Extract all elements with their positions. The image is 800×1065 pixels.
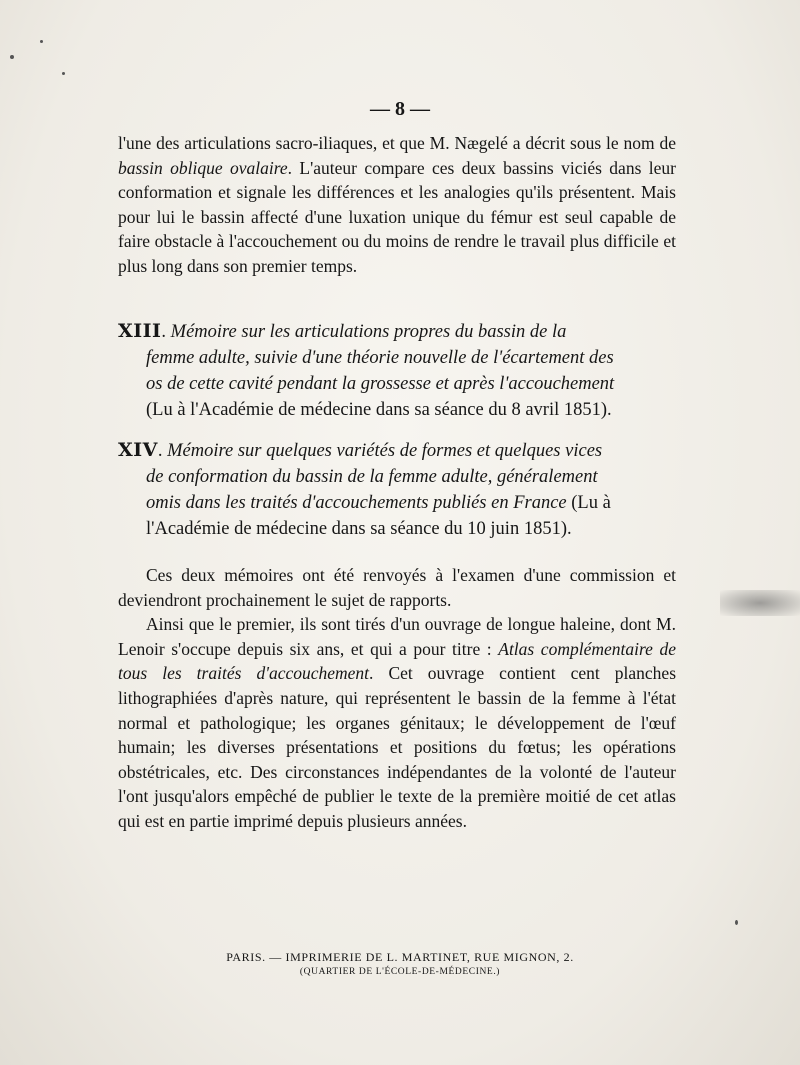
italic-title: Atlas complémentaire de tous les traités d'accouchement [118, 638, 676, 684]
dust-speck [40, 40, 43, 43]
page-number: — 8 — [370, 98, 430, 120]
entry-xiv: XIV. Mémoire sur quelques variétés de formes et quelques vices de conformation du bassin de la femme adulte, généralement omis dans les traités d'accouchements publiés en France (Lu à l'Académie de médecine dans sa séance du 10 juin 1851). [118, 437, 678, 542]
printer-imprint [0, 950, 800, 977]
entry-title-line: os de cette cavité pendant la grossesse et après l'accouchement [146, 374, 615, 394]
paragraph-text: . Cet ouvrage contient cent planches lithographiées d'après nature, qui représentent le bassin de la femme à l'état normal et pathologique; les organes génitaux; le développement de l'œuf humain; les diverses présentations et positions du fœtus; les opérations obstétricales, etc. Des circonstances indépendantes de la volonté de l'auteur l'ont jusqu'alors empêché de publier le texte de la première moitié de cet atlas qui est en partie imprimé depuis plusieurs années. [118, 663, 676, 831]
imprint-line: PARIS. — IMPRIMERIE DE L. MARTINET, RUE MIGNON, 2. [226, 950, 574, 964]
entry-title-line: Mémoire sur quelques variétés de formes et quelques vices [167, 441, 603, 461]
entry-number: XIII [118, 320, 162, 342]
entry-note: (Lu à l'Académie de médecine dans sa séance du 8 avril 1851). [146, 400, 612, 420]
italic-term: bassin oblique ovalaire [118, 157, 288, 178]
dust-speck [10, 55, 14, 59]
entry-title-line: omis dans les traités d'accouchements publiés en France [146, 493, 567, 513]
imprint-subline: (QUARTIER DE L'ÉCOLE-DE-MÉDECINE.) [299, 967, 501, 977]
dust-speck [735, 920, 738, 925]
paragraph-continuation [118, 131, 676, 279]
entry-xiii: XIII. Mémoire sur les articulations propres du bassin de la femme adulte, suivie d'une théorie nouvelle de l'écartement des os de cette cavité pendant la grossesse et après l'accouchement (Lu à l'Académie de médecine dans sa séance du 8 avril 1851). [118, 318, 678, 423]
paragraph-text: . L'auteur compare ces deux bassins viciés dans leur conformation et signale les différences et les analogies qu'ils présentent. Mais pour lui le bassin affecté d'une luxation unique du fémur est seul capable de faire obstacle à l'accouchement ou du moins de rendre le travail plus difficile et plus long dans son premier temps. [118, 157, 676, 276]
entry-note-start: (Lu à [571, 493, 611, 513]
entry-title-line: femme adulte, suivie d'une théorie nouvelle de l'écartement des [146, 348, 614, 368]
entry-title-line: de conformation du bassin de la femme adulte, généralement [146, 467, 598, 487]
entry-note: l'Académie de médecine dans sa séance du 10 juin 1851). [146, 519, 572, 539]
closing-paragraphs [118, 563, 676, 834]
paragraph-text: Ces deux mémoires ont été renvoyés à l'examen d'une commission et deviendront prochainement le sujet de rapports. [118, 565, 676, 610]
paragraph-text: l'une des articulations sacro-iliaques, et que M. Nægelé a décrit sous le nom de [118, 133, 676, 153]
dust-speck [62, 72, 65, 75]
entry-title-line: Mémoire sur les articulations propres du bassin de la [170, 322, 567, 342]
entry-number: XIV [118, 439, 158, 461]
ink-stain [720, 590, 800, 616]
paragraph-text: Ainsi que le premier, ils sont tirés d'un ouvrage de longue haleine, dont M. Lenoir s'occupe depuis six ans, et qui a pour titre : [118, 614, 676, 659]
